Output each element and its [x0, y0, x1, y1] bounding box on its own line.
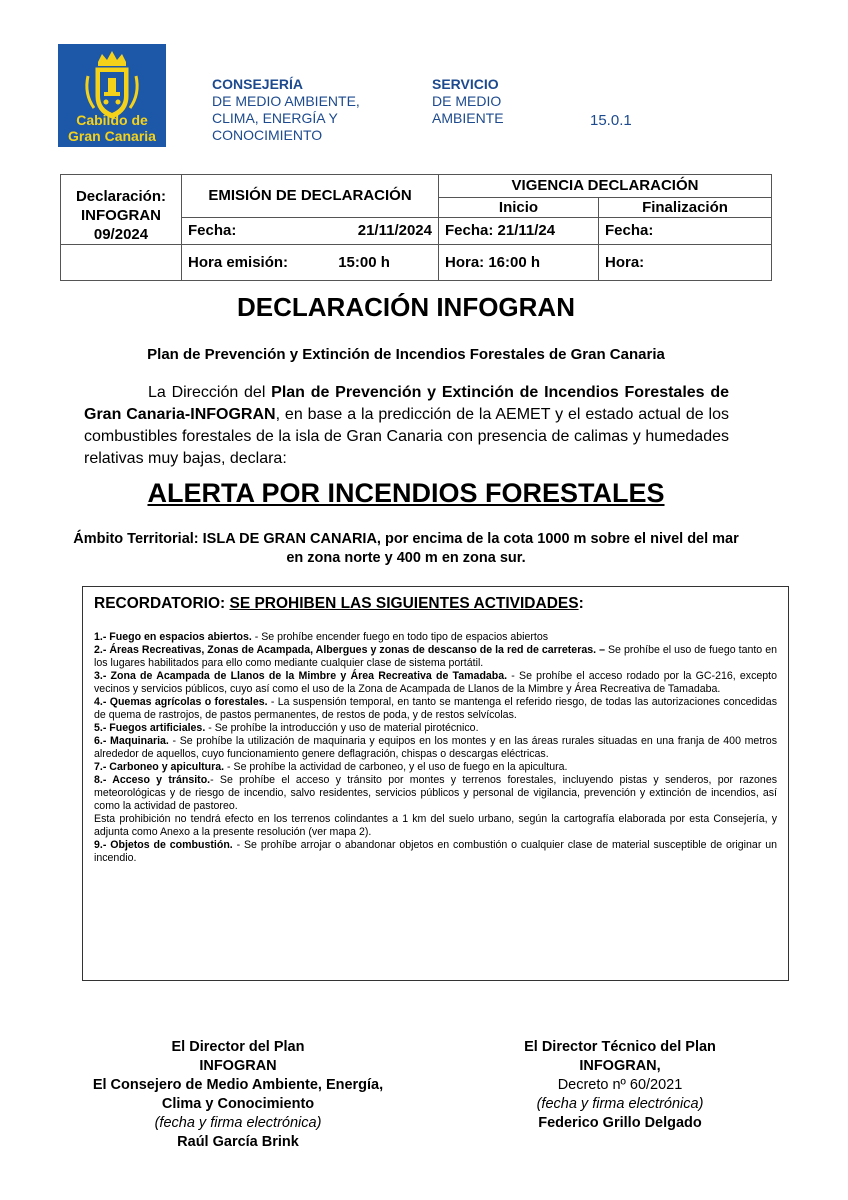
signature-left-line: INFOGRAN [199, 1058, 277, 1074]
prohibition-item-title: 7.- Carboneo y apicultura. [94, 761, 225, 773]
servicio-line: AMBIENTE [432, 110, 504, 126]
prohibition-item [94, 696, 777, 722]
emission-time: 15:00 h [338, 254, 390, 271]
prohibition-item [94, 761, 777, 774]
intro-paragraph [84, 382, 729, 470]
prohibition-list [94, 631, 777, 865]
signature-right-line: INFOGRAN, [579, 1058, 661, 1074]
signature-right [460, 1038, 780, 1133]
prohibition-item-title: 4.- Quemas agrícolas o forestales. [94, 696, 268, 708]
declaration-table [60, 174, 772, 281]
consejeria-line: DE MEDIO AMBIENTE, [212, 93, 360, 109]
cabildo-logo [58, 44, 166, 147]
emission-date-label: Fecha: [188, 222, 237, 240]
prohibition-item-title: 6.- Maquinaria. [94, 735, 169, 747]
reminder-box [82, 586, 789, 981]
consejeria-title: CONSEJERÍA [212, 76, 304, 92]
emission-time-cell [182, 245, 439, 281]
signature-right-note: (fecha y firma electrónica) [536, 1096, 704, 1112]
intro-plan-name: Plan de Prevención y Extinción de Incendios Forestales de Gran Canaria-INFOGRAN [84, 384, 730, 423]
prohibition-item [94, 631, 777, 644]
logo-text-line1: Cabildo de [76, 112, 148, 128]
prohibition-item-text: Se prohíbe el uso de fuego tanto en los lugares habilitados para ello como mediante cualquier clase de sistema portátil. [94, 644, 777, 669]
prohibition-item-title: 1.- Fuego en espacios abiertos. [94, 631, 252, 643]
signature-right-line: Decreto nº 60/2021 [557, 1077, 683, 1093]
declaration-label: Declaración: [75, 188, 167, 205]
prohibition-item-text: - La suspensión temporal, en tanto se mantenga el referido riesgo, de todas las autorizaciones concedidas de quema de rastrojos, de pastos permanentes, de restos de poda, y de restos selvícolas. [94, 696, 777, 721]
start-header: Inicio [439, 197, 599, 217]
emission-date: 21/11/2024 [357, 222, 432, 240]
prohibition-item-text: - Se prohíbe la actividad de carboneo, y el uso de fuego en la apicultura. [224, 761, 568, 773]
declaration-number: 09/2024 [93, 226, 149, 243]
prohibition-item-text: - Se prohíbe la utilización de maquinaria y equipos en los montes y en las áreas rurales situadas en una franja de 400 metros alrededor de aquellos, cuyo funcionamiento genere deflagración, chispas o descargas eléctricas. [94, 735, 777, 760]
signature-left-name: Raúl García Brink [177, 1134, 299, 1150]
consejeria-line: CONOCIMIENTO [212, 127, 323, 143]
prohibition-item [94, 722, 777, 735]
prohibition-item-text: - Se prohíbe la introducción y uso de material pirotécnico. [205, 722, 479, 734]
reminder-title-suffix: : [578, 595, 584, 612]
prohibition-item-text: - Se prohíbe el acceso rodado por la GC-216, excepto vecinos y servicios públicos, cuyo así como el uso de la Zona de Acampada de Llanos de la Mimbre y Área Recreativa de Tamadaba. [94, 670, 777, 695]
declaration-id: INFOGRAN [81, 207, 161, 224]
end-time: Hora: [599, 245, 772, 281]
servicio-title: SERVICIO [432, 76, 499, 92]
prohibition-item-text: Esta prohibición no tendrá efecto en los terrenos colindantes a 1 km del suelo urbano, según la cartografía elaborada por esta Consejería, y adjunta como Anexo a la presente resolución (ver mapa 2). [94, 813, 777, 838]
reminder-title-underlined: SE PROHIBEN LAS SIGUIENTES ACTIVIDADES [229, 595, 579, 612]
signature-left-line: Clima y Conocimiento [161, 1096, 315, 1112]
servicio-block [432, 76, 504, 127]
prohibition-item [94, 774, 777, 813]
prohibition-item [94, 735, 777, 761]
servicio-line: DE MEDIO [432, 93, 502, 109]
start-time: Hora: 16:00 h [439, 245, 599, 281]
document-code: 15.0.1 [590, 112, 632, 129]
prohibition-item-title: 5.- Fuegos artificiales. [94, 722, 206, 734]
end-date: Fecha: [599, 217, 772, 244]
reminder-title [94, 595, 777, 613]
prohibition-item-title: 8.- Acceso y tránsito. [94, 774, 211, 786]
declaration-id-cell [61, 175, 182, 245]
prohibition-item-text: - Se prohíbe el acceso y tránsito por montes y terrenos forestales, incluyendo pistas y senderos, por razones meteorológicas y de riesgo de incendio, salvo residentes, servicios públicos y personal de vigilancia, prevención y extinción de incendios, así como la actividad de pastoreo. [94, 774, 778, 812]
emission-header: EMISIÓN DE DECLARACIÓN [182, 175, 439, 218]
reminder-title-prefix: RECORDATORIO: [94, 595, 230, 612]
signature-right-line: El Director Técnico del Plan [524, 1039, 716, 1055]
territorial-scope: Ámbito Territorial: ISLA DE GRAN CANARIA, por encima de la cota 1000 m sobre el nivel del mar en zona norte y 400 m en zona sur. [73, 531, 739, 566]
end-header: Finalización [599, 197, 772, 217]
prohibition-item-title: 3.- Zona de Acampada de Llanos de la Mimbre y Área Recreativa de Tamadaba. [94, 670, 508, 682]
signature-left-line: El Director del Plan [171, 1039, 305, 1055]
prohibition-item [94, 670, 777, 696]
signature-left-note: (fecha y firma electrónica) [154, 1115, 322, 1131]
prohibition-item-text: - Se prohíbe encender fuego en todo tipo de espacios abiertos [251, 631, 549, 643]
logo-text-line2: Gran Canaria [68, 128, 156, 144]
validity-header: VIGENCIA DECLARACIÓN [439, 175, 772, 198]
intro-text-end: , en base a la predicción de la AEMET y el estado actual de los combustibles forestales de la isla de Gran Canaria con presencia de calimas y humedades relativas muy bajas, declara: [84, 406, 729, 467]
signature-left [58, 1038, 418, 1152]
emission-date-cell [182, 217, 439, 244]
consejeria-block [212, 76, 360, 144]
prohibition-item [94, 839, 777, 865]
consejeria-line: CLIMA, ENERGÍA Y [212, 110, 338, 126]
empty-cell [61, 245, 182, 281]
page-title: DECLARACIÓN INFOGRAN [237, 292, 575, 322]
alert-heading: ALERTA POR INCENDIOS FORESTALES [147, 478, 665, 508]
prohibition-item [94, 644, 777, 670]
prohibition-item-title: 2.- Áreas Recreativas, Zonas de Acampada, Albergues y zonas de descanso de la red de carreteras. – [94, 644, 605, 656]
emission-time-label: Hora emisión: [188, 254, 289, 271]
signature-left-line: El Consejero de Medio Ambiente, Energía, [92, 1077, 384, 1093]
start-date: Fecha: 21/11/24 [439, 217, 599, 244]
prohibition-item-text: - Se prohíbe arrojar o abandonar objetos en combustión o cualquier clase de material susceptible de originar un incendio. [94, 839, 777, 864]
signature-right-name: Federico Grillo Delgado [538, 1115, 702, 1131]
prohibition-item-title: 9.- Objetos de combustión. [94, 839, 233, 851]
plan-subtitle: Plan de Prevención y Extinción de Incendios Forestales de Gran Canaria [147, 346, 665, 363]
intro-text-start: La Dirección del [148, 384, 272, 401]
prohibition-item [94, 813, 777, 839]
